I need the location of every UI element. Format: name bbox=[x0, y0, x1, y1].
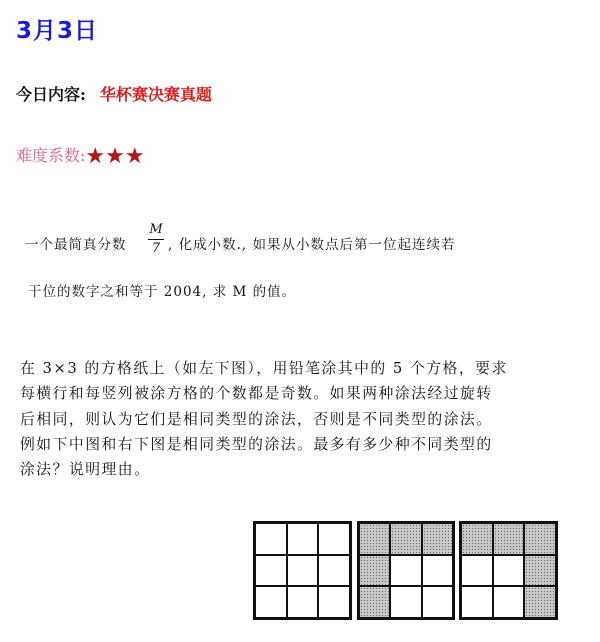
problem2-line: 涂法？说明理由。 bbox=[20, 461, 151, 479]
problem1-line1-after: , 化成小数., 如果从小数点后第一位起连续若 bbox=[168, 237, 456, 253]
fraction-bar bbox=[148, 239, 164, 240]
grid-cell bbox=[493, 586, 525, 618]
grid-cell bbox=[461, 555, 493, 587]
grid-cell bbox=[524, 523, 556, 555]
problem1-line2: 干位的数字之和等于 2004, 求 M 的值。 bbox=[28, 284, 297, 300]
grid-cell bbox=[359, 586, 390, 618]
grid-cell bbox=[255, 555, 287, 587]
grid-figure-middle bbox=[357, 521, 455, 620]
grid-cell bbox=[287, 523, 319, 555]
grid-cell bbox=[422, 523, 453, 555]
difficulty-label: 难度系数: bbox=[16, 146, 86, 165]
problem2-line: 每横行和每竖列被涂方格的个数都是奇数。如果两种涂法经过旋转 bbox=[20, 385, 493, 403]
grid-cell bbox=[318, 555, 350, 587]
grid-cell bbox=[390, 523, 421, 555]
problem1-line1-before: 一个最简真分数 bbox=[25, 237, 127, 253]
today-content bbox=[16, 82, 212, 105]
grid-figure-right bbox=[459, 521, 558, 620]
grid-cell bbox=[461, 586, 493, 618]
grid-cell bbox=[318, 523, 350, 555]
content-value: 华杯赛决赛真题 bbox=[99, 85, 212, 104]
grid-cell bbox=[493, 523, 525, 555]
fraction-denominator: 7 bbox=[151, 241, 161, 256]
grid-cell bbox=[255, 523, 287, 555]
problem2-text bbox=[20, 356, 565, 482]
grid-cell bbox=[255, 586, 287, 618]
problem2-line: 在 3×3 的方格纸上（如左下图），用铅笔涂其中的 5 个方格，要求 bbox=[20, 360, 508, 377]
grid-cell bbox=[287, 555, 319, 587]
content-label: 今日内容: bbox=[16, 85, 86, 104]
grid-cell bbox=[390, 586, 421, 618]
problem2-line: 后相同，则认为它们是相同类型的涂法，否则是不同类型的涂法。 bbox=[20, 410, 493, 428]
difficulty-stars-icon: ★★★ bbox=[85, 144, 145, 169]
grid-cell bbox=[359, 555, 390, 587]
grid-cell bbox=[287, 586, 319, 618]
fraction-numerator: M bbox=[149, 222, 163, 237]
grid-cell bbox=[422, 586, 453, 618]
grid-cell bbox=[524, 586, 556, 618]
grid-figure-left bbox=[253, 521, 352, 620]
fraction-m-over-7 bbox=[148, 222, 164, 257]
difficulty bbox=[16, 143, 145, 169]
grid-cell bbox=[493, 555, 525, 587]
grid-cell bbox=[461, 523, 493, 555]
problem2-line: 例如下中图和右下图是相同类型的涂法。最多有多少种不同类型的 bbox=[20, 435, 493, 453]
grid-cell bbox=[422, 555, 453, 587]
date-heading: 3月3日 bbox=[16, 18, 99, 44]
grid-cell bbox=[390, 555, 421, 587]
grid-cell bbox=[318, 586, 350, 618]
grid-cell bbox=[359, 523, 390, 555]
grid-cell bbox=[524, 555, 556, 587]
